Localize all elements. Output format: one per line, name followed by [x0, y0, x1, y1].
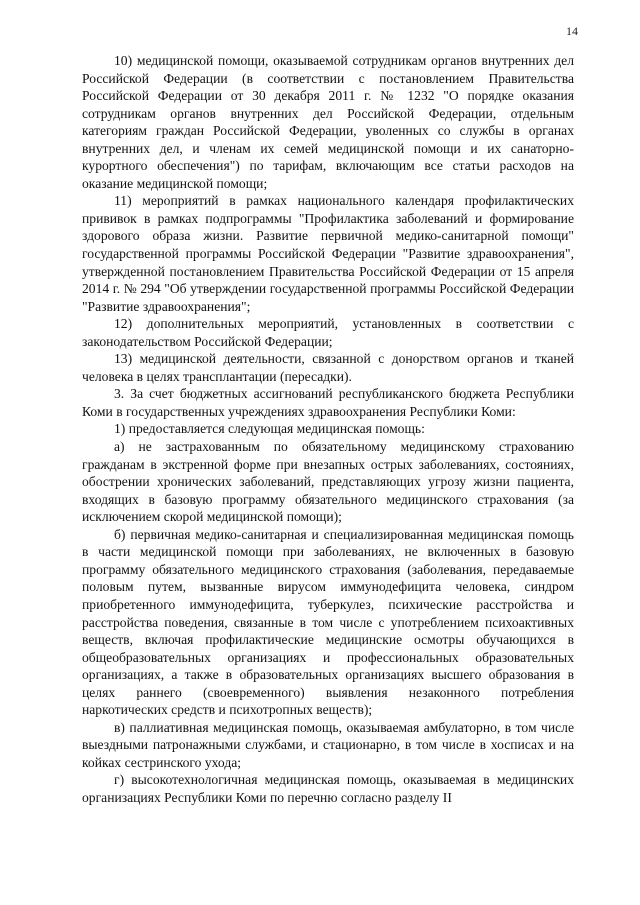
- document-body: [82, 52, 574, 807]
- paragraph-subitem-b: б) первичная медико-санитарная и специализированная медицинская помощь в части медицинской помощи при заболеваниях, не включенных в базовую программу обязательного медицинского страхования (заболевания, передаваемые половым путем, вызванные вирусом иммунодефицита человека, синдром приобретенного иммунодефицита, туберкулез, психические расстройства и расстройства поведения, связанные в том числе с употреблением психоактивных веществ, включая профилактические медицинские осмотры обучающихся в общеобразовательных организациях и профессиональных образовательных организациях, а также в образовательных организациях высшего образования в целях раннего (своевременного) выявления незаконного потребления наркотических средств и психотропных веществ);: [82, 526, 574, 718]
- paragraph-subitem-1: 1) предоставляется следующая медицинская помощь:: [114, 421, 425, 437]
- paragraph-item-13: 13) медицинской деятельности, связанной с донорством органов и тканей человека в целях трансплантации (пересадки).: [82, 351, 574, 384]
- paragraph-subitem-v: в) паллиативная медицинская помощь, оказываемая амбулаторно, в том числе выездными патронажными службами, и стационарно, в том числе в хосписах и на койках сестринского ухода;: [82, 719, 574, 770]
- page-number: 14: [566, 24, 578, 38]
- paragraph-subitem-g: г) высокотехнологичная медицинская помощь, оказываемая в медицинских организациях Республики Коми по перечню согласно разделу II: [82, 772, 574, 805]
- paragraph-item-12: 12) дополнительных мероприятий, установленных в соответствии с законодательством Российской Федерации;: [82, 316, 574, 349]
- paragraph-subitem-a: а) не застрахованным по обязательному медицинскому страхованию гражданам в экстренной форме при внезапных острых заболеваниях, состояниях, обострении хронических заболеваний, представляющих угрозу жизни пациента, входящих в базовую программу обязательного медицинского страхования (за исключением скорой медицинской помощи);: [82, 439, 574, 525]
- paragraph-section-3: 3. За счет бюджетных ассигнований республиканского бюджета Республики Коми в государственных учреждениях здравоохранения Республики Коми:: [82, 386, 574, 419]
- paragraph-item-11: 11) мероприятий в рамках национального календаря профилактических прививок в рамках подпрограммы "Профилактика заболеваний и формирование здорового образа жизни. Развитие первичной медико-санитарной помощи" государственной программы Российской Федерации "Развитие здравоохранения", утвержденной постановлением Правительства Российской Федерации от 15 апреля 2014 г. № 294 "Об утверждении государственной программы Российской Федерации "Развитие здравоохранения";: [82, 193, 574, 314]
- paragraph-item-10: 10) медицинской помощи, оказываемой сотрудникам органов внутренних дел Российской Федерации (в соответствии с постановлением Правительства Российской Федерации от 30 декабря 2011 г. № 1232 "О порядке оказания сотрудникам органов внутренних дел Российской Федерации, отдельным категориям граждан Российской Федерации, уволенных со службы в органах внутренних дел, и членам их семей медицинской помощи и их санаторно-курортного обеспечения") по тарифам, включающим все статьи расходов на оказание медицинской помощи;: [82, 53, 574, 191]
